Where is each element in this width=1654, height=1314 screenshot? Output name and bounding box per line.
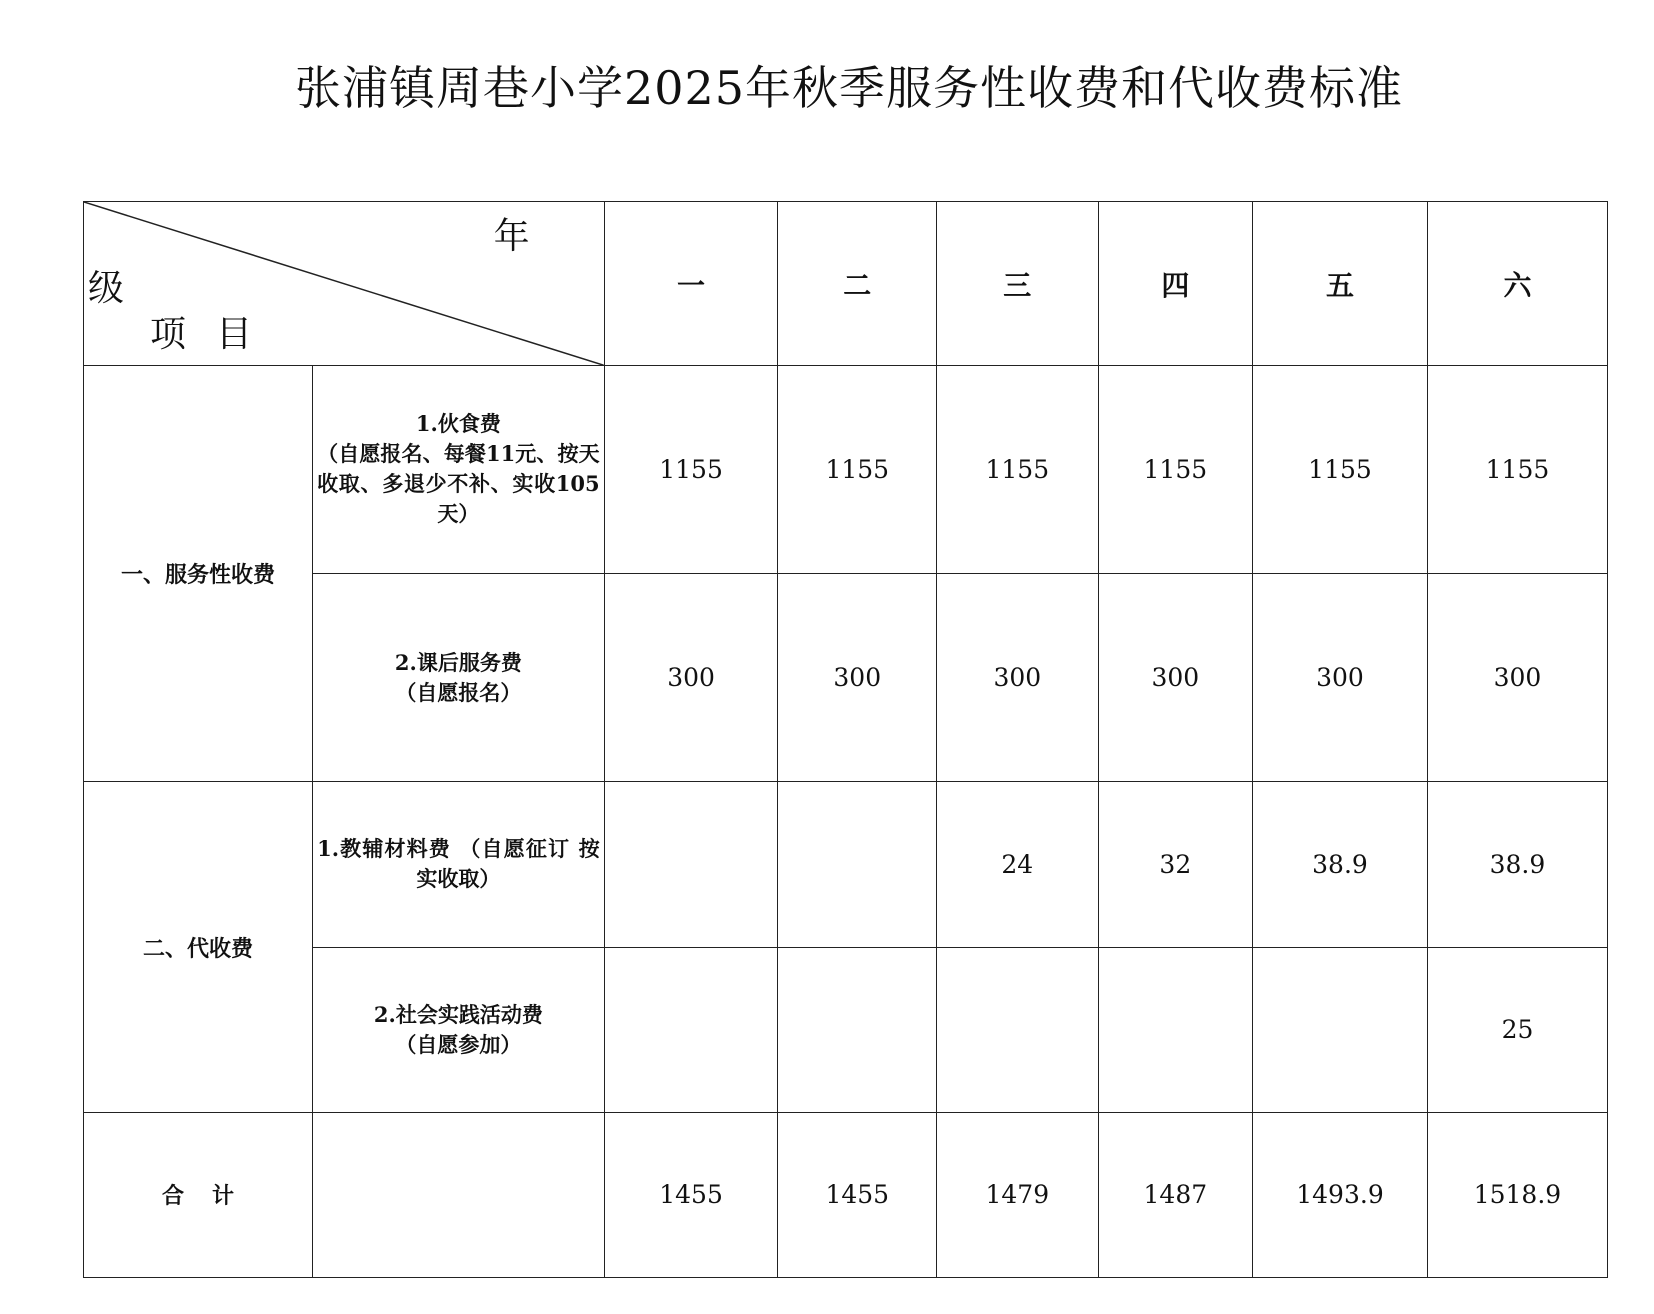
value-cell: 1155 (1427, 366, 1607, 574)
category-label: 一、服务性收费 (84, 366, 313, 782)
corner-item-label: 项目 (150, 314, 283, 355)
item-label (313, 366, 605, 574)
item-label (313, 782, 605, 947)
value-cell: 300 (1098, 573, 1252, 782)
item-note: （自愿报名） (395, 679, 522, 705)
value-cell (1098, 947, 1252, 1112)
total-label: 合计 (84, 1112, 313, 1277)
grade-header: 四 (1098, 202, 1252, 366)
table-row (84, 782, 1608, 947)
value-cell (937, 947, 1099, 1112)
value-cell: 300 (1427, 573, 1607, 782)
value-cell: 24 (937, 782, 1099, 947)
item-label (313, 573, 605, 782)
item-label (313, 947, 605, 1112)
value-cell: 1155 (778, 366, 937, 574)
item-title: 1.教辅材料费 （自愿征订 按实收取） (317, 836, 600, 892)
empty-cell (313, 1112, 605, 1277)
value-cell: 300 (604, 573, 778, 782)
grade-header: 五 (1253, 202, 1428, 366)
table-row (84, 366, 1608, 574)
value-cell: 300 (1253, 573, 1428, 782)
value-cell (778, 782, 937, 947)
item-title: 2.课后服务费 (394, 649, 522, 675)
grade-header: 三 (937, 202, 1099, 366)
value-cell: 32 (1098, 782, 1252, 947)
value-cell: 38.9 (1253, 782, 1428, 947)
total-value-cell: 1493.9 (1253, 1112, 1428, 1277)
table-row (84, 947, 1608, 1112)
value-cell (604, 947, 778, 1112)
total-value-cell: 1455 (778, 1112, 937, 1277)
item-title: 1.伙食费 (415, 411, 501, 437)
corner-header-cell (84, 202, 605, 366)
category-label: 二、代收费 (84, 782, 313, 1112)
total-value-cell: 1455 (604, 1112, 778, 1277)
grade-header: 一 (604, 202, 778, 366)
value-cell (778, 947, 937, 1112)
grade-header: 二 (778, 202, 937, 366)
value-cell (604, 782, 778, 947)
total-value-cell: 1518.9 (1427, 1112, 1607, 1277)
corner-grade-label: 级 (88, 268, 125, 309)
item-note: （自愿报名、每餐11元、按天收取、多退少不补、实收105天） (317, 441, 600, 527)
value-cell: 38.9 (1427, 782, 1607, 947)
value-cell: 1155 (937, 366, 1099, 574)
total-value-cell: 1487 (1098, 1112, 1252, 1277)
item-note: （自愿参加） (395, 1031, 522, 1057)
value-cell (1253, 947, 1428, 1112)
total-value-cell: 1479 (937, 1112, 1099, 1277)
grade-header: 六 (1427, 202, 1607, 366)
header-row (84, 202, 1608, 366)
value-cell: 300 (937, 573, 1099, 782)
value-cell: 1155 (604, 366, 778, 574)
fee-table (83, 201, 1608, 1278)
table-row (84, 573, 1608, 782)
value-cell: 25 (1427, 947, 1607, 1112)
value-cell: 1155 (1098, 366, 1252, 574)
corner-year-label: 年 (493, 216, 530, 257)
total-row (84, 1112, 1608, 1277)
value-cell: 1155 (1253, 366, 1428, 574)
value-cell: 300 (778, 573, 937, 782)
page-title: 张浦镇周巷小学2025年秋季服务性收费和代收费标准 (294, 61, 1404, 115)
item-title: 2.社会实践活动费 (373, 1001, 543, 1027)
